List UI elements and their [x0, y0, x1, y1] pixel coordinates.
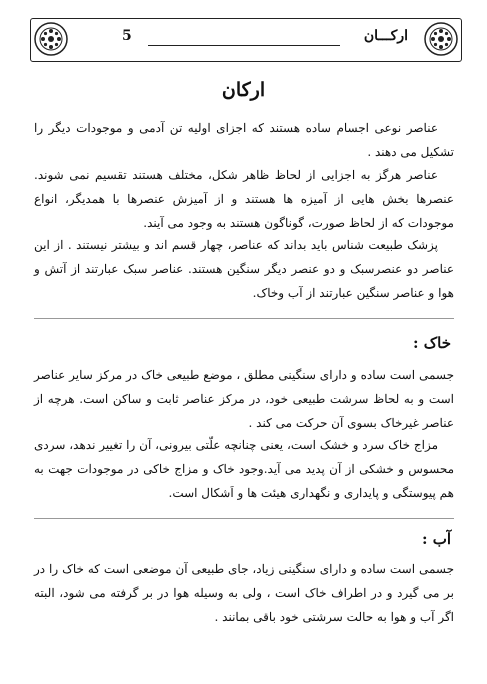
page-number: 5	[122, 28, 132, 44]
paragraph-four-elements: پزشک طبیعت شناس باید بداند که عناصر، چهار قسم اند و بیشتر نیستند . از این عناصر دو عنصرسبک و دو عنصر دیگر سنگین هستند. عناصر سبک عبارتند از آتش و هوا و عناصر سنگین عبارتند از آب وخاک.	[34, 238, 454, 300]
paragraph-composition: عناصر هرگز به اجزایی از لحاظ ظاهر شکل، مختلف هستند تقسیم نمی شوند. عنصرها بخش هایی از آمیزه ها هستند و از آمیزش عنصرها با همدیگر، انواع موجودات که از لحاظ صورت، گوناگون هستند به وجود می آیند.	[34, 168, 454, 230]
running-title: اركـــان	[363, 28, 408, 44]
paragraph-earth-temperament: مزاج خاک سرد و خشک است، یعنی چنانچه علّتی بیرونی، آن را تغییر ندهد، سردی محسوس و خشکی از آن پدید می آید.وجود خاک و مزاج خاکی در موجودات جهت به هم پیوستگی و پایداری و نگهداری هیئت ها و اَشکال است.	[34, 438, 454, 500]
header-rule	[148, 45, 340, 46]
section-divider	[34, 518, 454, 519]
ornament-rosette-icon	[32, 20, 70, 58]
ornament-rosette-icon	[422, 20, 460, 58]
chapter-title: اركان	[221, 79, 266, 101]
page-header	[30, 18, 462, 62]
paragraph-water-definition: جسمی است ساده و دارای سنگینی زیاد، جای طبیعی آن موضعی است که خاک را در بر می گیرد و در اطراف خاک است ، ولی به وسیله هوا در بر گرفته می شود، البته اگر آب و هوا به حالت سرشتی خود باقی بمانند .	[34, 562, 454, 624]
paragraph-definition: عناصر نوعی اجسام ساده هستند که اجزای اولیه تن آدمی و موجودات دیگر را تشکیل می دهند .	[34, 121, 454, 159]
paragraph-earth-definition: جسمی است ساده و دارای سنگینی مطلق ، موضع طبیعی خاک در مرکز سایر عناصر است و به لحاظ سرشت طبیعی خود، در مرکز عناصر ثابت و ساکن است. هرچه از عناصر غیرخاک بسوی آن حرکت می کند .	[34, 368, 454, 430]
section-heading-earth: خاک :	[412, 334, 451, 352]
section-heading-water: آب :	[421, 530, 451, 548]
section-divider	[34, 318, 454, 319]
